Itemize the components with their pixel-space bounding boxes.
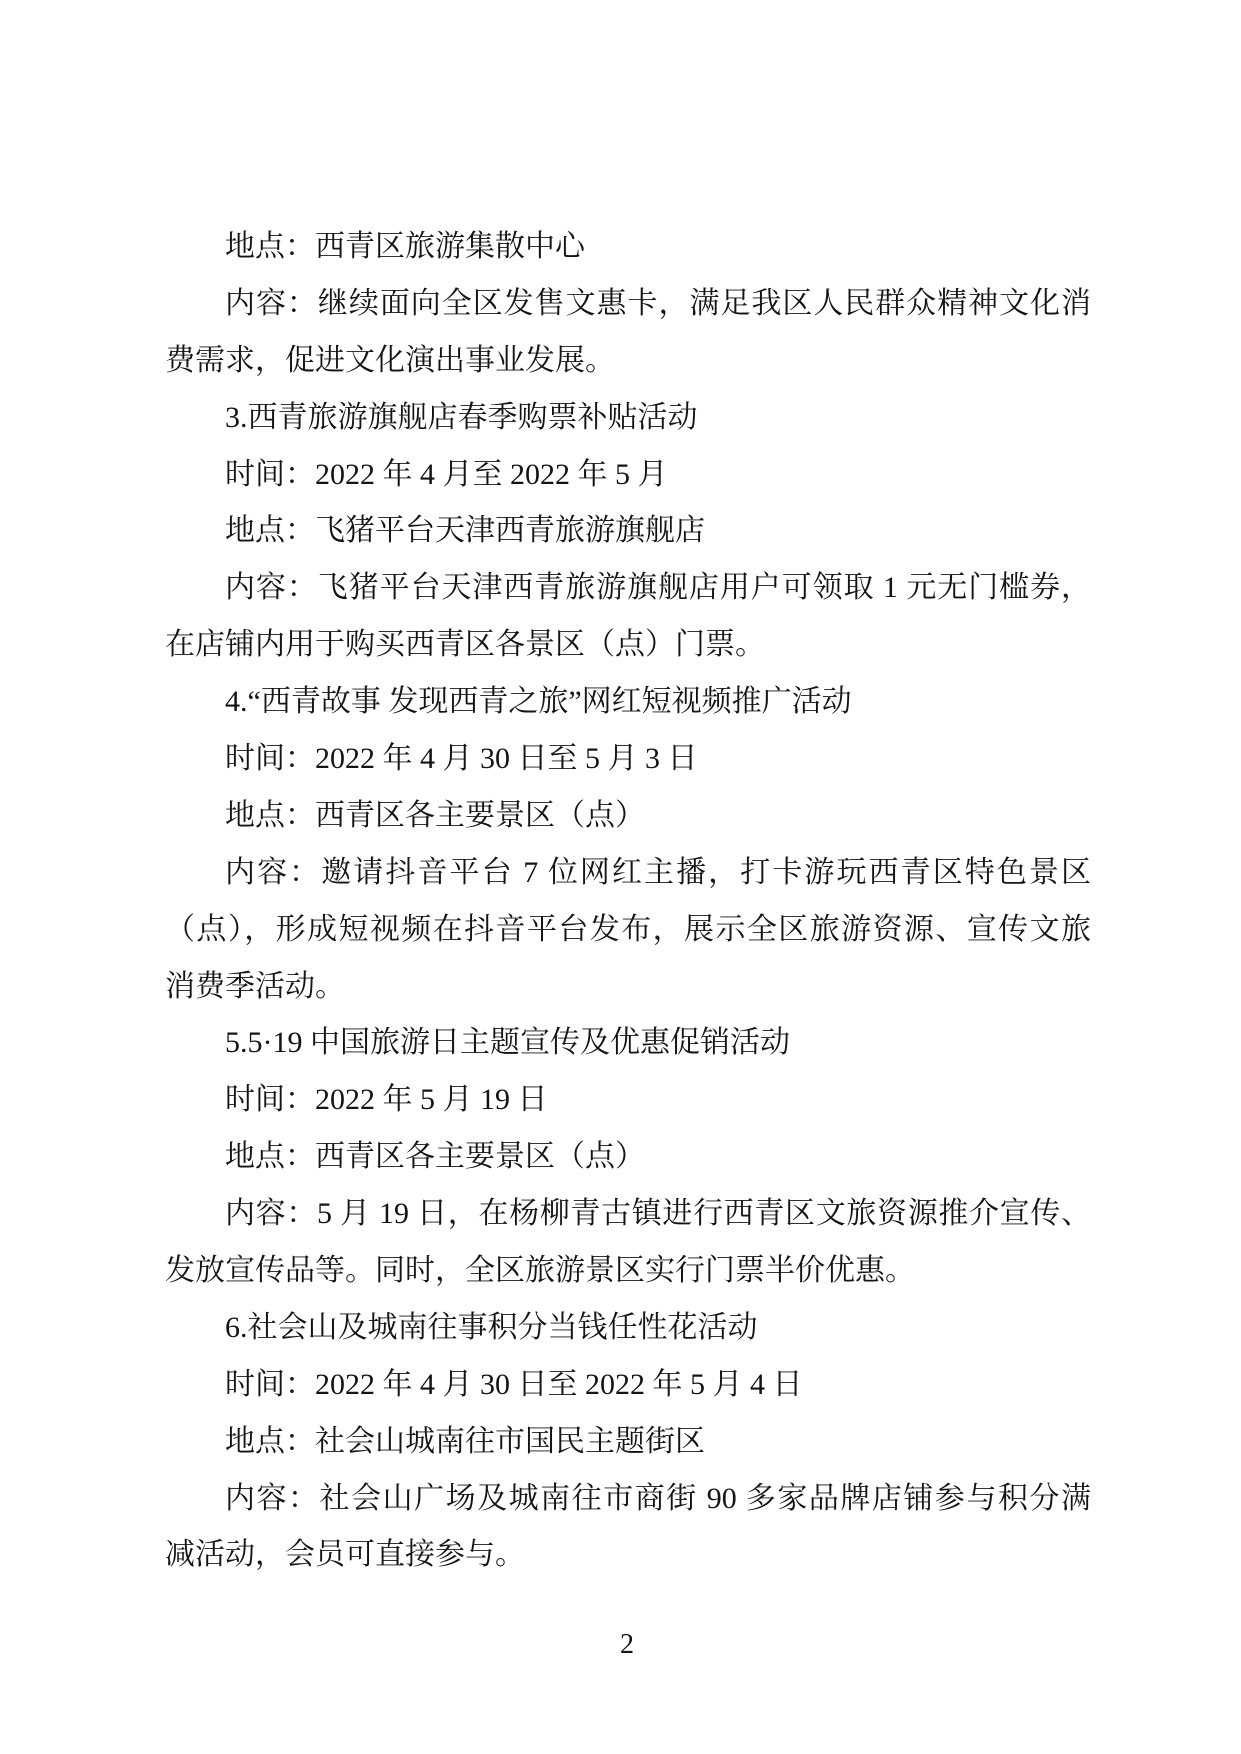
text-line: （点），形成短视频在抖音平台发布，展示全区旅游资源、宣传文旅: [165, 912, 1091, 946]
text-line: 地点：西青区旅游集散中心: [225, 230, 585, 263]
text-line: 在店铺内用于购买西青区各景区（点）门票。: [165, 628, 765, 662]
text-line: 6.社会山及城南往事积分当钱任性花活动: [225, 1310, 758, 1344]
activity-heading-4: [165, 674, 1091, 731]
text-line: 4.“西青故事 发现西青之旅”网红短视频推广活动: [225, 685, 852, 719]
activity-heading-3: [165, 390, 1091, 447]
text-line: 时间：2022 年 4 月 30 日至 5 月 3 日: [225, 742, 698, 776]
time-paragraph: [165, 447, 1091, 504]
location-paragraph: [165, 1129, 1091, 1186]
content-paragraph: [165, 1471, 1091, 1585]
text-line: 发放宣传品等。同时，全区旅游景区实行门票半价优惠。: [165, 1254, 915, 1288]
content-paragraph: [165, 1186, 1091, 1300]
text-line: 时间：2022 年 4 月至 2022 年 5 月: [225, 457, 668, 491]
location-paragraph: [165, 219, 1091, 276]
text-line: 时间：2022 年 4 月 30 日至 2022 年 5 月 4 日: [225, 1367, 803, 1401]
text-line: 内容：5 月 19 日，在杨柳青古镇进行西青区文旅资源推介宣传、: [225, 1197, 1091, 1231]
text-line: 地点：西青区各主要景区（点）: [225, 798, 645, 832]
text-line: 5.5·19 中国旅游日主题宣传及优惠促销活动: [225, 1026, 790, 1060]
activity-heading-5: [165, 1015, 1091, 1072]
page-number: 2: [620, 1629, 634, 1660]
text-line: 3.西青旅游旗舰店春季购票补贴活动: [225, 400, 698, 434]
text-line: 内容：社会山广场及城南往市商街 90 多家品牌店铺参与积分满: [225, 1481, 1091, 1515]
document-body: [165, 219, 1091, 1584]
text-line: 内容：邀请抖音平台 7 位网红主播，打卡游玩西青区特色景区: [225, 855, 1091, 889]
activity-heading-6: [165, 1300, 1091, 1357]
text-line: 地点：西青区各主要景区（点）: [225, 1140, 645, 1174]
location-paragraph: [165, 1414, 1091, 1471]
text-line: 费需求，促进文化演出事业发展。: [165, 343, 615, 377]
text-line: 地点：社会山城南往市国民主题街区: [225, 1424, 705, 1458]
time-paragraph: [165, 1072, 1091, 1129]
time-paragraph: [165, 1357, 1091, 1414]
text-line: 时间：2022 年 5 月 19 日: [225, 1083, 548, 1117]
content-paragraph: [165, 560, 1091, 674]
text-line: 减活动，会员可直接参与。: [165, 1538, 525, 1572]
content-paragraph: [165, 276, 1091, 390]
text-line: 内容：继续面向全区发售文惠卡，满足我区人民群众精神文化消: [225, 286, 1091, 320]
time-paragraph: [165, 731, 1091, 788]
text-line: 内容：飞猪平台天津西青旅游旗舰店用户可领取 1 元无门槛券，: [225, 571, 1091, 605]
text-line: 地点：飞猪平台天津西青旅游旗舰店: [225, 514, 705, 548]
location-paragraph: [165, 788, 1091, 845]
content-paragraph: [165, 845, 1091, 1016]
text-line: 消费季活动。: [165, 969, 345, 1003]
location-paragraph: [165, 503, 1091, 560]
